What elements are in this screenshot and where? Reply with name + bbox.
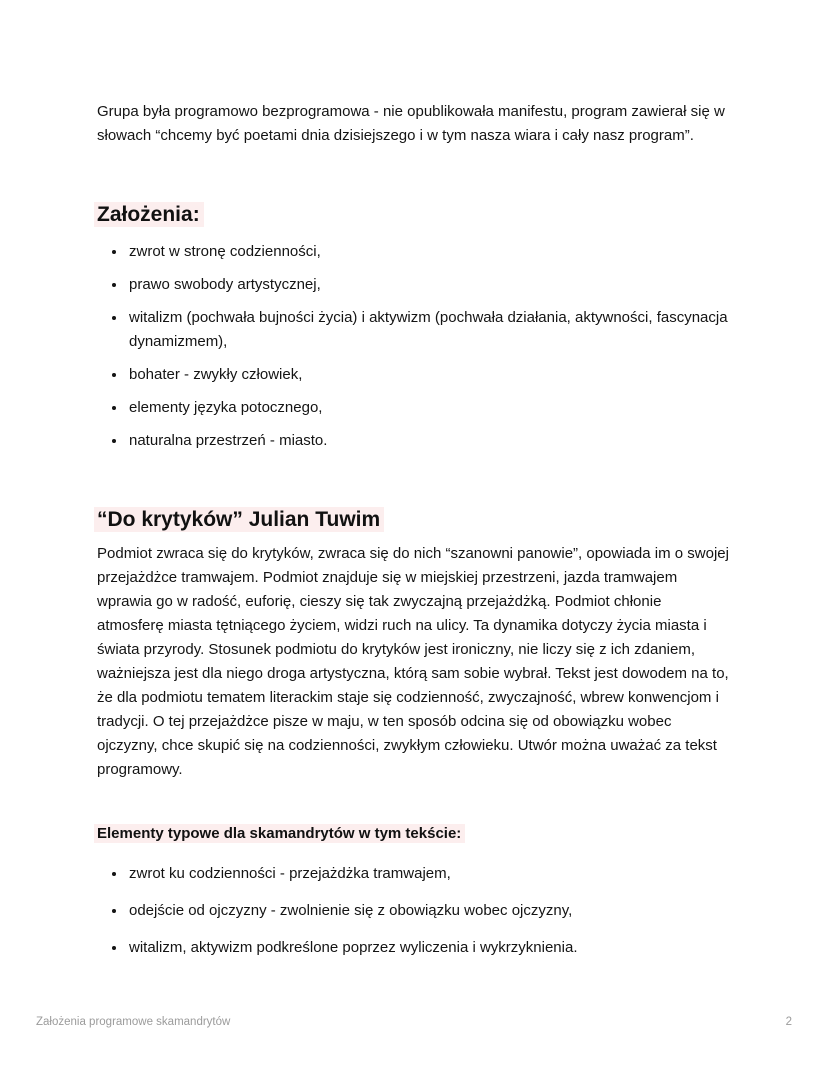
section-heading-elementy: [97, 822, 731, 846]
list-item: • elementy języka potocznego,: [127, 396, 731, 420]
footer-document-title: Założenia programowe skamandrytów: [36, 1016, 231, 1028]
section-heading-do-krytykow: [97, 507, 731, 533]
intro-paragraph: Grupa była programowo bezprogramowa - nie opublikowała manifestu, program zawierał się w słowach “chcemy być poetami dnia dzisiejszego i w tym nasza wiara i cały nasz program”.: [97, 103, 725, 144]
list-item: • witalizm (pochwała bujności życia) i aktywizm (pochwała działania, aktywności, fascynacja dynamizmem),: [127, 306, 731, 354]
section-heading-elementy-text: Elementy typowe dla skamandrytów w tym tekście:: [94, 824, 465, 843]
list-item: • zwrot w stronę codzienności,: [127, 240, 731, 264]
list-item: • bohater - zwykły człowiek,: [127, 363, 731, 387]
section-heading-do-krytykow-text: “Do krytyków” Julian Tuwim: [94, 507, 384, 532]
footer-page-number: 2: [785, 1016, 792, 1028]
zalozenia-bullet-list: [97, 240, 731, 453]
do-krytykow-analysis-paragraph: Podmiot zwraca się do krytyków, zwraca się do nich “szanowni panowie”, opowiada im o swojej przejażdżce tramwajem. Podmiot znajduje się w miejskiej przestrzeni, jazda tramwajem wprawia go w radość, euforię, cieszy się tak zwyczajną przejażdżką. Podmiot chłonie atmosferę miasta tętniącego życiem, widzi ruch na ulicy. Ta dynamika dotyczy życia miasta i świata przyrody. Stosunek podmiotu do krytyków jest ironiczny, nie liczy się z ich zdaniem, ważniejsza jest dla niego droga artystyczna, którą sam sobie wybrał. Tekst jest dowodem na to, że dla podmiotu tematem literackim staje się codzienność, zwyczajność, wbrew konwencjom i tradycji. O tej przejażdżce pisze w maju, w ten sposób odcina się od obowiązku wobec ojczyzny, chce skupić się na codzienności, zwykłym człowieku. Utwór można uważać za tekst programowy.: [97, 545, 729, 778]
page-footer: [36, 1014, 792, 1030]
list-item: • naturalna przestrzeń - miasto.: [127, 429, 731, 453]
list-item: • zwrot ku codzienności - przejażdżka tramwajem,: [127, 862, 731, 886]
elementy-bullet-list: [97, 862, 731, 960]
section-heading-zalozenia: [97, 202, 731, 228]
list-item: • prawo swobody artystycznej,: [127, 273, 731, 297]
section-heading-zalozenia-text: Założenia:: [94, 202, 204, 227]
list-item: • witalizm, aktywizm podkreślone poprzez wyliczenia i wykrzyknienia.: [127, 936, 731, 960]
list-item: • odejście od ojczyzny - zwolnienie się z obowiązku wobec ojczyzny,: [127, 899, 731, 923]
